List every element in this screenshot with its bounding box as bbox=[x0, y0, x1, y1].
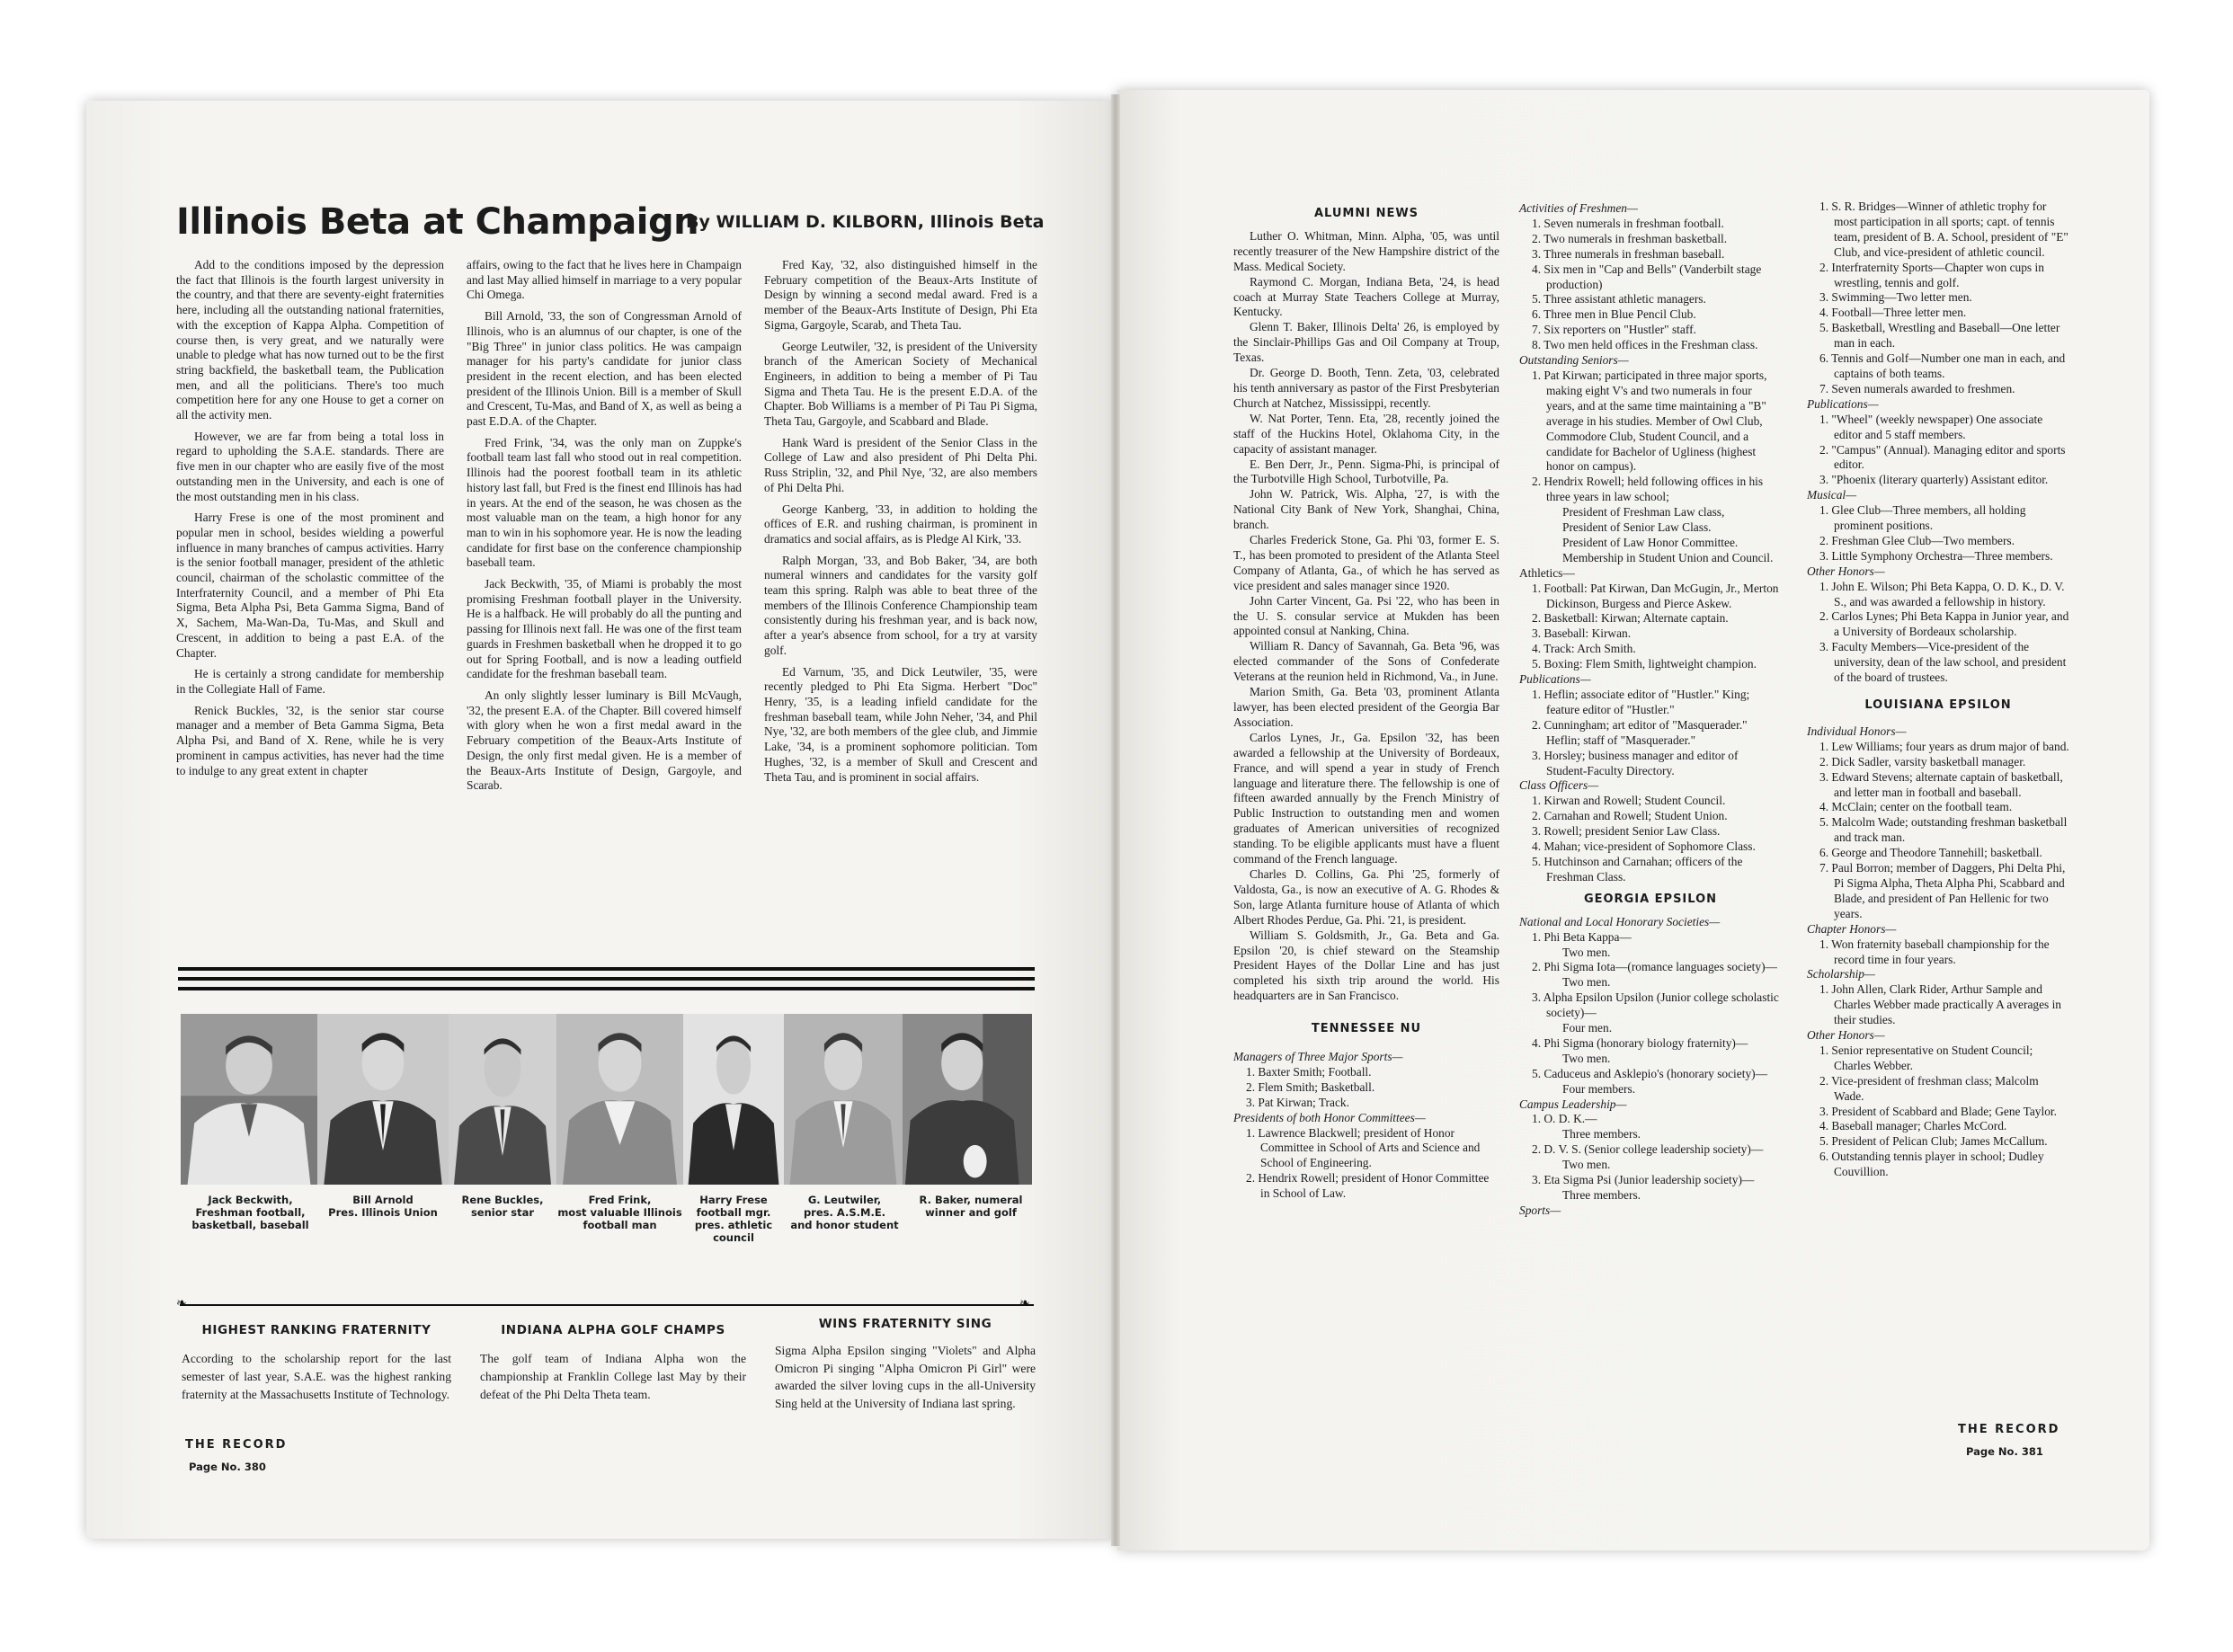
list-item: 1. Lawrence Blackwell; president of Honor Committee in School of Arts and Science and School of Engineering. bbox=[1246, 1125, 1481, 1170]
paragraph: An only slightly lesser luminary is Bill McVaugh, '32, the present E.A. of the Chapter. Bill covered himself with glory when he won a first medal award in the February competition of the Beaux-Arts Institute of Design, the only first medal given. He is a member of the Beaux-Arts Institute of Design, Gargoyle, and Scarab. bbox=[467, 688, 742, 793]
list-item: President of Law Honor Committee. bbox=[1562, 535, 1739, 549]
paragraph: Fred Frink, '34, was the only man on Zuppke's football team last fall who stood out in real competition. Illinois had the poorest football team in its athletic history last fall, but Fred is the finest end Illinois has had in years. At the end of the season, he was chosen as the most valuable man on the team, a high honor for any man to win in his sophomore year. He is now the leading candidate for first base on the conference championship baseball team. bbox=[467, 435, 742, 570]
box-title: HIGHEST RANKING FRATERNITY bbox=[201, 1323, 431, 1337]
list-musical bbox=[1807, 503, 2069, 564]
list-item: 2. Basketball: Kirwan; Alternate captain. bbox=[1532, 611, 1729, 626]
list-item: 6. Three men in Blue Pencil Club. bbox=[1532, 307, 1696, 322]
section-heading-tennessee-nu: TENNESSEE NU bbox=[1311, 1022, 1422, 1036]
subheading: Athletics— bbox=[1519, 565, 1575, 580]
box-text: The golf team of Indiana Alpha won the championship at Franklin College last May by their defeat of the Phi Delta Theta team. bbox=[480, 1352, 746, 1401]
list-honorary-societies bbox=[1519, 930, 1782, 1097]
list-rowell-offices bbox=[1519, 505, 1782, 566]
photo-caption bbox=[908, 1194, 1034, 1219]
photo-caption bbox=[319, 1194, 447, 1219]
list-item: Two men. bbox=[1562, 1051, 1611, 1065]
list-item: 4. Phi Sigma (honorary biology fraternity)— bbox=[1532, 1035, 1748, 1050]
list-item: 1. Pat Kirwan; participated in three major sports, making eight V's and two numerals in four years, and at the same time maintaining a "B" average in his studies. Member of Owl Club, Commodore Club, Student Council, and a candidate for Bachelor of Ugliness (highest honor on campus). bbox=[1532, 368, 1767, 474]
paragraph: Jack Beckwith, '35, of Miami is probably the most promising Freshman football player in the University. He is a halfback. He will probably do all the punting and passing for Illinois next fall. He was one of the first team guards in Freshmen basketball when he dropped it to go out for Spring Football, and is now a leading outfield candidate for the freshman baseball team. bbox=[467, 577, 742, 681]
news-paragraph: W. Nat Porter, Tenn. Eta, '28, recently joined the staff of the Huckins Hotel, Oklahoma City, in the capacity of assistant manager. bbox=[1233, 411, 1499, 456]
list-item: 2. Cunningham; art editor of "Masquerader." Heflin; staff of "Masquerader." bbox=[1532, 717, 1748, 747]
caption-line: R. Baker, numeral bbox=[919, 1194, 1023, 1206]
list-item: 3. Edward Stevens; alternate captain of basketball, and letter man in football and baseball. bbox=[1819, 769, 2063, 799]
list-item: Four members. bbox=[1562, 1081, 1636, 1096]
caption-line: Fred Frink, bbox=[588, 1194, 652, 1206]
paragraph: Fred Kay, '32, also distinguished himself in the February competition of the Beaux-Arts Institute of Design by winning a second medal award. Fred is a member of the Beaux-Arts Institute of Design, Phi Eta Sigma, Gargoyle, Scarab, and Theta Tau. bbox=[764, 258, 1037, 332]
news-box-fraternity-sing bbox=[775, 1317, 1036, 1412]
list-item: 5. Caduceus and Asklepio's (honorary society)— bbox=[1532, 1066, 1767, 1080]
subheading: Scholarship— bbox=[1807, 967, 1875, 981]
news-paragraph: Glenn T. Baker, Illinois Delta' 26, is employed by the Sinclair-Phillips Gas and Oil Company at Troup, Texas. bbox=[1233, 320, 1499, 365]
photo-r-baker bbox=[903, 1014, 1032, 1185]
list-item: 6. Tennis and Golf—Number one man in each, and captains of both teams. bbox=[1819, 351, 2066, 380]
right-column-3 bbox=[1807, 200, 2069, 1180]
list-item: 3. Swimming—Two letter men. bbox=[1819, 290, 1972, 305]
list-item: 2. Hendrix Rowell; held following offices in his three years in law school; bbox=[1532, 475, 1764, 504]
subheading: Presidents of both Honor Committees— bbox=[1233, 1110, 1426, 1124]
list-other-honors bbox=[1807, 1044, 2069, 1180]
list-item: 5. President of Pelican Club; James McCallum. bbox=[1819, 1134, 2048, 1149]
list-item: 3. Little Symphony Orchestra—Three members. bbox=[1819, 548, 2053, 563]
footer-magazine-title: THE RECORD bbox=[185, 1438, 288, 1452]
photo-bill-arnold bbox=[317, 1014, 449, 1185]
ornament-rule bbox=[180, 1304, 1034, 1306]
list-publications bbox=[1519, 688, 1782, 778]
box-title: INDIANA ALPHA GOLF CHAMPS bbox=[501, 1323, 725, 1337]
footer-page-number: Page No. 381 bbox=[1966, 1445, 2043, 1458]
list-other-honors bbox=[1807, 580, 2069, 686]
right-column-2 bbox=[1519, 201, 1782, 1219]
list-item: 2. Vice-president of freshman class; Malcolm Wade. bbox=[1819, 1073, 2039, 1103]
list-item: 1. Senior representative on Student Council; Charles Webber. bbox=[1819, 1043, 2033, 1072]
subheading: Chapter Honors— bbox=[1807, 921, 1897, 936]
list-item: 3. Horsley; business manager and editor of Student-Faculty Directory. bbox=[1532, 748, 1739, 777]
list-item: 6. George and Theodore Tannehill; basketball. bbox=[1819, 846, 2042, 860]
list-item: 1. John Allen, Clark Rider, Arthur Sample and Charles Webber made practically A averages in their studies. bbox=[1819, 982, 2061, 1027]
box-text: According to the scholarship report for the last semester of last year, S.A.E. was the highest ranking fraternity at the Massachusetts Institute of Technology. bbox=[182, 1352, 451, 1401]
footer-magazine-title: THE RECORD bbox=[1958, 1423, 2060, 1436]
divider-rule bbox=[178, 987, 1035, 990]
news-paragraph: Marion Smith, Ga. Beta '03, prominent Atlanta lawyer, has been elected president of the Georgia Bar Association. bbox=[1233, 685, 1499, 729]
news-paragraph: John Carter Vincent, Ga. Psi '22, who has been in the U. S. consular service at Mukden has been appointed consul at Nanking, China. bbox=[1233, 593, 1499, 638]
caption-line: Freshman football, bbox=[195, 1206, 306, 1219]
right-column-1 bbox=[1233, 201, 1499, 1202]
subheading: National and Local Honorary Societies— bbox=[1519, 914, 1721, 928]
photo-g-leutwiler bbox=[784, 1014, 903, 1185]
paragraph: Ralph Morgan, '33, and Bob Baker, '34, are both numeral winners and candidates for the varsity golf team this spring. Ralph was able to beat three of the members of the Illinois Conference Championship team consistently during his freshman year, and is back now, after a year's absence from school, for a try at varsity golf. bbox=[764, 553, 1037, 657]
ornament-left-icon: ❧ bbox=[176, 1297, 187, 1310]
list-item: 2. Phi Sigma Iota—(romance languages society)— bbox=[1532, 960, 1777, 974]
list-item: 1. Baxter Smith; Football. bbox=[1246, 1064, 1372, 1079]
list-item: 1. Lew Williams; four years as drum major of band. bbox=[1819, 739, 2069, 753]
list-class-officers bbox=[1519, 794, 1782, 884]
subheading: Other Honors— bbox=[1807, 1028, 1885, 1043]
paragraph: affairs, owing to the fact that he lives here in Champaign and last May allied himself in marriage to a very popular Chi Omega. bbox=[467, 258, 742, 302]
list-item: 2. Carnahan and Rowell; Student Union. bbox=[1532, 809, 1728, 823]
list-item: 3. Rowell; president Senior Law Class. bbox=[1532, 824, 1721, 839]
list-item: 2. Dick Sadler, varsity basketball manager. bbox=[1819, 754, 2026, 768]
list-item: 2. Flem Smith; Basketball. bbox=[1246, 1079, 1375, 1094]
subheading: Sports— bbox=[1519, 1203, 1561, 1217]
list-item: 3. Faculty Members—Vice-president of the university, dean of the law school, and president of the board of trustees. bbox=[1819, 640, 2067, 685]
list-item: 5. Hutchinson and Carnahan; officers of the Freshman Class. bbox=[1532, 854, 1743, 884]
list-individual-honors bbox=[1807, 740, 2069, 922]
subheading: Managers of Three Major Sports— bbox=[1233, 1050, 1403, 1064]
list-item: 3. Alpha Epsilon Upsilon (Junior college scholastic society)— bbox=[1532, 990, 1779, 1020]
section-heading-alumni-news: ALUMNI NEWS bbox=[1313, 207, 1419, 220]
tn-list-managers bbox=[1233, 1065, 1499, 1111]
paragraph: Harry Frese is one of the most prominent and popular men in school, besides wielding a powerful influence in many branches of campus activities. Harry is the senior football manager, president of the athletic council, chairman of the scholastic committee of the Interfraternity Council, and a member of Phi Eta Sigma, Beta Alpha Psi, Beta Gamma Sigma, Band of X, Sachem, Ma-Wan-Da, Tu-Mas, and Skull and Crescent, in addition to being a past E.A. of the Chapter. bbox=[176, 511, 444, 660]
article-headline: Illinois Beta at Champaign bbox=[176, 201, 699, 243]
list-item: 7. Seven numerals awarded to freshmen. bbox=[1819, 381, 2015, 395]
divider-rule bbox=[178, 967, 1035, 971]
subheading: Campus Leadership— bbox=[1519, 1097, 1627, 1111]
caption-line: football man bbox=[583, 1219, 657, 1231]
list-item: 3. Pat Kirwan; Track. bbox=[1246, 1095, 1349, 1109]
subheading: Class Officers— bbox=[1519, 778, 1599, 793]
list-item: Two men. bbox=[1562, 945, 1611, 959]
list-chapter-honors bbox=[1807, 937, 2069, 968]
news-paragraph: John W. Patrick, Wis. Alpha, '27, is with the National City Bank of New York, Shanghai, China, branch. bbox=[1233, 487, 1499, 532]
news-paragraph: Raymond C. Morgan, Indiana Beta, '24, is head coach at Murray State Teachers College at Murray, Kentucky. bbox=[1233, 274, 1499, 319]
list-item: 4. Mahan; vice-president of Sophomore Class. bbox=[1532, 839, 1756, 854]
caption-line: winner and golf bbox=[925, 1206, 1017, 1219]
list-item: President of Senior Law Class. bbox=[1562, 520, 1712, 535]
list-activities bbox=[1519, 217, 1782, 353]
caption-line: basketball, baseball bbox=[191, 1219, 309, 1231]
list-item: 7. Six reporters on "Hustler" staff. bbox=[1532, 323, 1696, 337]
list-item: 1. Phi Beta Kappa— bbox=[1532, 929, 1632, 944]
news-box-golf-champs bbox=[480, 1323, 746, 1404]
news-paragraph: William R. Dancy of Savannah, Ga. Beta '96, was elected commander of the Sons of Confederate Veterans at the reunion held in Richmond, Va., in June. bbox=[1233, 639, 1499, 684]
list-item: 1. John E. Wilson; Phi Beta Kappa, O. D. K., D. V. S., and was awarded a fellowship in history. bbox=[1819, 579, 2065, 608]
caption-line: Rene Buckles, bbox=[461, 1194, 544, 1206]
photo-jack-beckwith bbox=[181, 1014, 317, 1185]
caption-line: Pres. Illinois Union bbox=[328, 1206, 438, 1219]
list-item: 1. O. D. K.— bbox=[1532, 1112, 1597, 1126]
caption-line: football mgr. bbox=[696, 1206, 771, 1219]
photo-caption bbox=[683, 1194, 784, 1244]
list-item: 3. Baseball: Kirwan. bbox=[1532, 626, 1632, 641]
caption-line: Jack Beckwith, bbox=[208, 1194, 293, 1206]
caption-line: senior star bbox=[470, 1206, 535, 1219]
list-item: 5. Malcolm Wade; outstanding freshman basketball and track man. bbox=[1819, 815, 2068, 845]
list-item: Three members. bbox=[1562, 1188, 1641, 1202]
news-paragraph: E. Ben Derr, Jr., Penn. Sigma-Phi, is principal of the Turbotville High School, Turbotville, Pa. bbox=[1233, 457, 1499, 486]
photo-harry-frese bbox=[683, 1014, 784, 1185]
divider-rule bbox=[178, 977, 1035, 981]
subheading: Other Honors— bbox=[1807, 564, 1885, 578]
list-sports bbox=[1807, 200, 2069, 397]
paragraph: Add to the conditions imposed by the depression the fact that Illinois is the fourth largest university in the country, and that there are seventy-eight fraternities here, including all the outstanding national fraternities, with the exception of Kappa Alpha. Competition of course then, is very great, and we naturally were unable to pledge what has now turned out to be the first string backfield, the basketball team, the Publication men, and all the politicians. There's too much competition here for any one House to get a corner on all the activity men. bbox=[176, 258, 444, 422]
list-item: 4. Track: Arch Smith. bbox=[1532, 642, 1636, 656]
list-item: 1. Football: Pat Kirwan, Dan McGugin, Jr., Merton Dickinson, Burgess and Pierce Askew. bbox=[1532, 581, 1779, 610]
caption-line: pres. A.S.M.E. bbox=[803, 1206, 886, 1219]
subheading: Individual Honors— bbox=[1807, 724, 1907, 738]
list-item: President of Freshman Law class, bbox=[1562, 505, 1725, 520]
paragraph: Ed Varnum, '35, and Dick Leutwiler, '35, were recently pledged to Phi Eta Sigma. Herbert "Doc" Henry, '35, is a leading infield candidate for the freshman baseball team, while John Neher, '34, and Phil Nye, '32, are both members of the glee club, and Jimmie Lake, '34, is a prominent sophomore politician. Tom Hughes, '32, is a member of Skull and Crescent and Theta Tau, and is prominent in social affairs. bbox=[764, 664, 1037, 784]
news-paragraph: Charles Frederick Stone, Ga. Phi '03, former E. S. T., has been promoted to president of the Atlanta Steel Company of Atlanta, Ga., of which he has served as vice president and sales manager since 1920. bbox=[1233, 533, 1499, 592]
list-item: 4. Football—Three letter men. bbox=[1819, 306, 1967, 320]
list-item: 2. Freshman Glee Club—Two members. bbox=[1819, 533, 2015, 547]
section-heading-georgia-epsilon: GEORGIA EPSILON bbox=[1583, 892, 1718, 906]
photo-caption bbox=[784, 1194, 905, 1231]
caption-line: Harry Frese bbox=[699, 1194, 768, 1206]
paragraph: He is certainly a strong candidate for membership in the Collegiate Hall of Fame. bbox=[176, 667, 444, 696]
article-byline: By WILLIAM D. KILBORN, Illinois Beta bbox=[686, 212, 1045, 232]
list-item: 2. Hendrix Rowell; president of Honor Committee in School of Law. bbox=[1246, 1171, 1490, 1201]
list-item: 4. McClain; center on the football team. bbox=[1819, 800, 2013, 814]
list-campus-leadership bbox=[1519, 1112, 1782, 1203]
list-item: Two men. bbox=[1562, 1158, 1611, 1172]
list-item: 2. "Campus" (Annual). Managing editor and sports editor. bbox=[1819, 442, 2066, 472]
ornament-right-icon: ❧ bbox=[1019, 1297, 1030, 1310]
list-item: 8. Two men held offices in the Freshman class. bbox=[1532, 338, 1758, 352]
section-heading-louisiana-epsilon: LOUISIANA EPSILON bbox=[1864, 698, 2012, 712]
caption-line: Bill Arnold bbox=[352, 1194, 414, 1206]
list-item: 5. Basketball, Wrestling and Baseball—One letter man in each. bbox=[1819, 321, 2060, 351]
paragraph: Renick Buckles, '32, is the senior star course manager and a member of Beta Gamma Sigma, Beta Alpha Psi, and Band of X. Rene, while he is very prominent in campus activities, has never had the time to indulge to any great extent in chapter bbox=[176, 703, 444, 777]
list-item: 3. Eta Sigma Psi (Junior leadership society)— bbox=[1532, 1173, 1755, 1187]
list-item: Three members. bbox=[1562, 1127, 1641, 1141]
list-item: 1. "Wheel" (weekly newspaper) One associate editor and 5 staff members. bbox=[1819, 412, 2043, 441]
list-item: 4. Six men in "Cap and Bells" (Vanderbilt stage production) bbox=[1532, 262, 1762, 291]
news-paragraph: Carlos Lynes, Jr., Ga. Epsilon '32, has been awarded a fellowship at the University of Bordeaux, France, and will spend a year in study of French language and literature there. The fellowship is one of fifteen awarded annually by the French Ministry of Public Instruction to outstanding men and women graduates of American universities of recognized standing. To be eligible applicants must have a fluent command of the French language. bbox=[1233, 730, 1499, 866]
list-item: 1. S. R. Bridges—Winner of athletic trophy for most participation in all sports; capt. of tennis team, president of B. A. School, president of "E" Club, and vice-president of athletic council. bbox=[1819, 200, 2068, 259]
caption-line: G. Leutwiler, bbox=[807, 1194, 882, 1206]
subheading: Publications— bbox=[1807, 396, 1879, 411]
caption-line: most valuable Illinois bbox=[557, 1206, 682, 1219]
list-item: 6. Outstanding tennis player in school; Dudley Couvillion. bbox=[1819, 1150, 2044, 1179]
paragraph: However, we are far from being a total loss in regard to upholding the S.A.E. standards. There are five men in our chapter who are easily five of the most outstanding men in the University, and each is one of the most outstanding men in his class. bbox=[176, 429, 444, 503]
list-item: 2. Two numerals in freshman basketball. bbox=[1532, 231, 1728, 245]
news-paragraph: Dr. George D. Booth, Tenn. Zeta, '03, celebrated his tenth anniversary as pastor of the First Presbyterian Church at Natchez, Mississippi, recently. bbox=[1233, 366, 1499, 410]
caption-line: and honor student bbox=[790, 1219, 899, 1231]
news-box-highest-ranking bbox=[182, 1323, 451, 1404]
list-item: 5. Three assistant athletic managers. bbox=[1532, 292, 1706, 306]
list-athletics bbox=[1519, 582, 1782, 672]
list-item: 2. Carlos Lynes; Phi Beta Kappa in Junior year, and a University of Bordeaux scholarship. bbox=[1819, 609, 2069, 639]
list-item: Four men. bbox=[1562, 1021, 1613, 1035]
caption-line: council bbox=[713, 1231, 754, 1244]
list-item: 1. Heflin; associate editor of "Hustler." King; feature editor of "Hustler." bbox=[1532, 688, 1750, 716]
tn-list-presidents bbox=[1233, 1126, 1499, 1203]
list-item: 2. D. V. S. (Senior college leadership society)— bbox=[1532, 1142, 1764, 1157]
photo-caption bbox=[550, 1194, 689, 1231]
book-gutter bbox=[1111, 94, 1120, 1546]
list-item: 3. Three numerals in freshman baseball. bbox=[1532, 246, 1725, 261]
list-item: 1. Won fraternity baseball championship for the record time in four years. bbox=[1819, 937, 2050, 966]
list-item: 1. Kirwan and Rowell; Student Council. bbox=[1532, 794, 1726, 808]
alumni-news-list bbox=[1233, 229, 1499, 1004]
list-item: 4. Baseball manager; Charles McCord. bbox=[1819, 1119, 2007, 1133]
caption-line: pres. athletic bbox=[694, 1219, 773, 1231]
news-paragraph: Charles D. Collins, Ga. Phi '25, formerly of Valdosta, Ga., is now an executive of A. G. Rhodes & Son, large Atlanta furniture house of Atlanta of which Albert Rhodes Perdue, Ga. Phi. '21, is president. bbox=[1233, 866, 1499, 927]
subheading: Publications— bbox=[1519, 672, 1591, 687]
article-column-2 bbox=[467, 258, 742, 800]
subheading: Musical— bbox=[1807, 488, 1857, 502]
list-item: 5. Boxing: Flem Smith, lightweight champion. bbox=[1532, 657, 1757, 671]
list-item: 1. Glee Club—Three members, all holding prominent positions. bbox=[1819, 503, 2026, 533]
list-item: Two men. bbox=[1562, 975, 1611, 990]
list-item: 3. President of Scabbard and Blade; Gene Taylor. bbox=[1819, 1104, 2057, 1118]
subheading: Activities of Freshmen— bbox=[1519, 201, 1638, 215]
paragraph: George Leutwiler, '32, is president of the University branch of the American Society of Mechanical Engineers, in addition to being a member of Pi Tau Sigma and Theta Tau. He is the present E.D.A. of the Chapter. Bob Williams is a member of Pi Tau Pi Sigma, Theta Tau, Gargoyle, and Scabbard and Blade. bbox=[764, 339, 1037, 429]
paragraph: Bill Arnold, '33, the son of Congressman Arnold of Illinois, who is an alumnus of our chapter, is one of the "Big Three" in junior class politics. He was campaign manager for his party's candidate for junior class president in the recent election, and has been elected president of the Illinois Union. Bill is a member of Skull and Crescent, Tu-Mas, and Band of X, as well as being a past E.D.A. of the Chapter. bbox=[467, 309, 742, 429]
list-item: Membership in Student Union and Council. bbox=[1562, 550, 1774, 564]
footer-page-number: Page No. 380 bbox=[189, 1461, 266, 1473]
paragraph: George Kanberg, '33, in addition to holding the offices of E.R. and rushing chairman, is prominent in dramatics and social affairs, as is Pledge Al Kirk, '33. bbox=[764, 502, 1037, 546]
article-column-1 bbox=[176, 258, 444, 785]
article-column-3 bbox=[764, 258, 1037, 791]
list-item: 1. Seven numerals in freshman football. bbox=[1532, 216, 1724, 230]
photo-caption bbox=[176, 1194, 325, 1231]
list-publications bbox=[1807, 413, 2069, 489]
list-item: 7. Paul Borron; member of Daggers, Phi Delta Phi, Pi Sigma Alpha, Theta Alpha Phi, Scabbard and Blade, and president of Pan Hellenic for two years. bbox=[1819, 861, 2066, 920]
list-outstanding-seniors bbox=[1519, 369, 1782, 505]
news-paragraph: William S. Goldsmith, Jr., Ga. Beta and Ga. Epsilon '20, is chief steward on the Steamship President Hayes of the Dollar Line and has just completed his sixth trip around the world. His headquarters are in San Francisco. bbox=[1233, 928, 1499, 1003]
box-text: Sigma Alpha Epsilon singing "Violets" and Alpha Omicron Pi singing "Alpha Omicron Pi Girl" were awarded the silver loving cups in the all-University Sing held at the University of Indiana last spring. bbox=[775, 1344, 1036, 1410]
photo-fred-frink bbox=[556, 1014, 683, 1185]
paragraph: Hank Ward is president of the Senior Class in the College of Law and also president of Phi Delta Phi. Russ Striplin, '32, and Phil Nye, '32, are also members of Phi Delta Phi. bbox=[764, 435, 1037, 494]
subheading: Outstanding Seniors— bbox=[1519, 353, 1629, 368]
list-item: 2. Interfraternity Sports—Chapter won cups in wrestling, tennis and golf. bbox=[1819, 260, 2044, 289]
list-scholarship bbox=[1807, 982, 2069, 1028]
list-item: 3. "Phoenix (literary quarterly) Assistant editor. bbox=[1819, 473, 2049, 487]
photo-caption bbox=[449, 1194, 556, 1219]
photo-rene-buckles bbox=[449, 1014, 556, 1185]
news-paragraph: Luther O. Whitman, Minn. Alpha, '05, was until recently treasurer of the New Hampshire district of the Mass. Medical Society. bbox=[1233, 228, 1499, 273]
box-title: WINS FRATERNITY SING bbox=[818, 1317, 992, 1331]
